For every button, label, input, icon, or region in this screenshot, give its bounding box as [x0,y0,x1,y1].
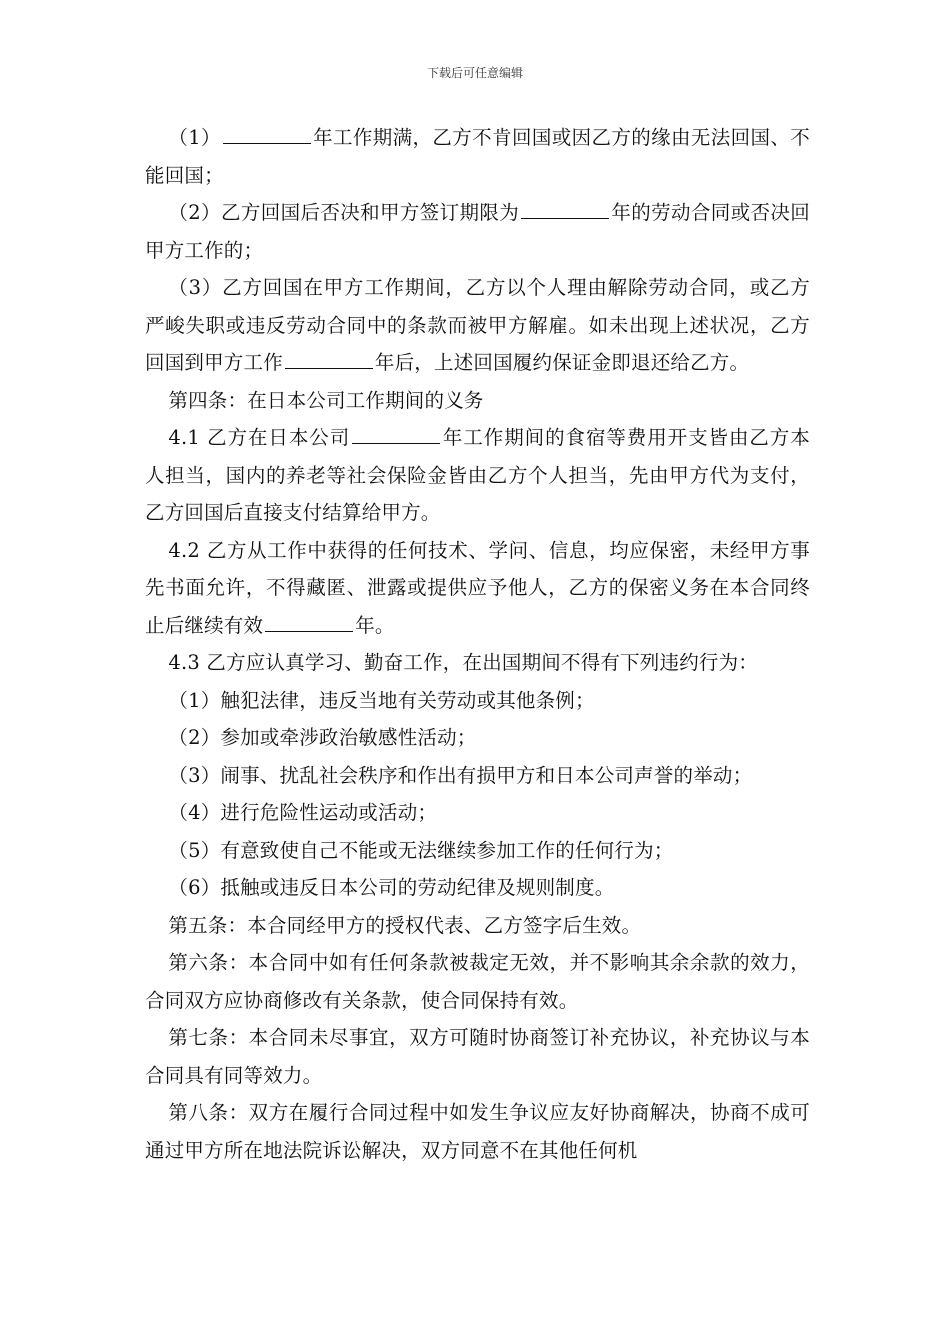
article-4-heading: 第四条：在日本公司工作期间的义务 [168,388,484,412]
violation-item-3: （3）闹事、扰乱社会秩序和作出有损甲方和日本公司声誉的举动； [168,763,753,787]
fill-blank-contract-term[interactable] [521,200,609,219]
fill-blank-years[interactable] [223,125,311,144]
article-5: 第五条：本合同经甲方的授权代表、乙方签字后生效。 [168,913,642,937]
violation-item-1: （1）触犯法律，违反当地有关劳动或其他条例； [168,688,595,712]
page-header-note: 下载后可任意编辑 [426,66,523,80]
violation-item-5: （5）有意致使自己不能或无法继续参加工作的任何行为； [168,838,674,862]
clause-item-3-before: （3）乙方回国在甲方工作期间，乙方以个人理由解除劳动合同，或乙方严峻失职或违反劳动合同中的条款而被甲方解雇。如未出现上述状况，乙方回国到甲方工作 [145,276,810,374]
clause-4-2-before: 4.2 乙方从工作中获得的任何技术、学问、信息，均应保密，未经甲方事先书面允许，不得藏匿、泄露或提供应予他人，乙方的保密义务在本合同终止后继续有效 [145,538,810,637]
article-6: 第六条：本合同中如有任何条款被裁定无效，并不影响其余余款的效力，合同双方应协商修改有关条款，使合同保持有效。 [145,951,810,1012]
violation-item-2: （2）参加或牵涉政治敏感性活动； [168,726,477,749]
clause-item-1 [145,119,810,194]
clause-4-1-before: 4.1 乙方在日本公司 [168,426,351,449]
article-7: 第七条：本合同未尽事宜，双方可随时协商签订补充协议，补充协议与本合同具有同等效力。 [145,1026,810,1087]
fill-blank-japan-years[interactable] [352,425,440,444]
fill-blank-work-years[interactable] [285,350,373,369]
clause-item-2-before: （2）乙方回国后否决和甲方签订期限为 [168,201,520,224]
clause-4-1 [145,419,810,532]
clause-item-1-before: （1） [168,126,221,149]
fill-blank-confidentiality-years[interactable] [265,613,353,632]
clause-4-2-after: 年。 [355,613,395,637]
violation-item-4: （4）进行危险性运动或活动； [168,801,438,824]
clause-4-1-after: 年工作期间的食宿等费用开支皆由乙方本人担当，国内的养老等社会保险金皆由乙方个人担当，先由甲方代为支付，乙方回国后直接支付结算给甲方。 [145,426,810,524]
clause-4-3: 4.3 乙方应认真学习、勤奋工作，在出国期间不得有下列违约行为： [168,651,759,674]
clause-item-2-after: 年的劳动合同或否决回甲方工作的； [145,201,810,262]
clause-4-2 [145,532,810,645]
violation-item-6: （6）抵触或违反日本公司的劳动纪律及规则制度。 [168,876,615,899]
article-8: 第八条：双方在履行合同过程中如发生争议应友好协商解决，协商不成可通过甲方所在地法院诉讼解决，双方同意不在其他任何机 [145,1101,810,1162]
clause-item-1-after: 年工作期满，乙方不肯回国或因乙方的缘由无法回国、不能回国； [145,126,810,187]
clause-item-3 [145,269,810,382]
clause-item-3-after: 年后，上述回国履约保证金即退还给乙方。 [374,351,750,374]
document-body [145,119,810,1169]
clause-item-2 [145,194,810,269]
